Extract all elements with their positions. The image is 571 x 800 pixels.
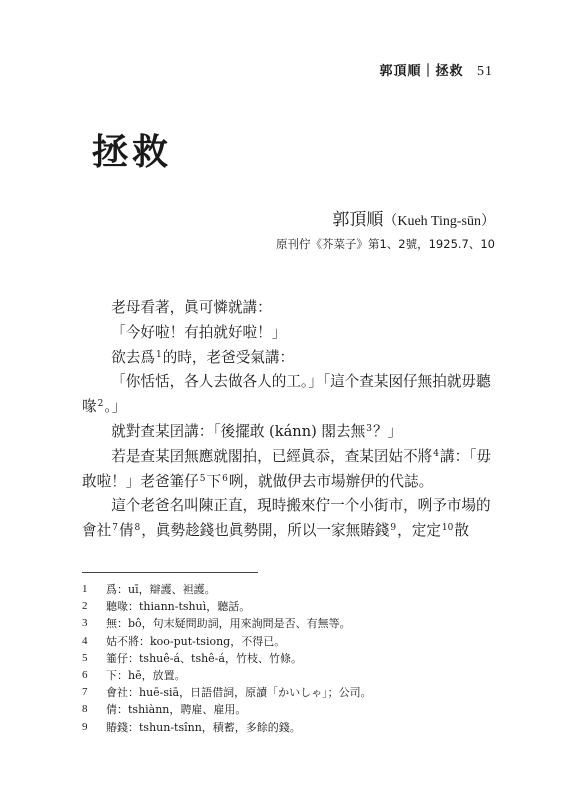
footnote [82,650,512,667]
running-header [379,60,493,80]
paragraph: 「今好啦！有拍就好啦！」 [111,323,287,341]
footnote-text: 爲：uī，辯護、袒護。 [106,583,216,596]
paragraph: 若是查某囝無應就閣拍，已經眞忝，查某囝姑不將$^4$講：「毋敢啦！」老爸箠仔$^5$下$^6$咧，就做伊去市場辦伊的代誌。 [82,447,492,490]
footnote-ref: 7 [112,523,118,534]
footnote-number: 2 [82,600,88,613]
footnote [82,667,512,684]
footnote [82,581,512,598]
source-note: 原刊佇《芥菜子》第1、2號，1925.7、10 [275,237,495,251]
chapter-title: 拯救 [92,131,173,173]
footnote-number: 1 [82,583,88,595]
paragraph: 就對查某囝講：「後擺敢 (kánn) 閣去無$^3$？」 [111,422,403,440]
paragraph: 這个老爸名叫陳正直，現時搬來佇一个小街市，咧予市場的會社$^7$倩$^8$，眞勢趁錢也眞勢開，所以一家無賰錢$^9$，定定$^{10}$散 [82,497,491,540]
footnote-ref: 9 [390,523,397,534]
footnote-number: 9 [82,720,88,733]
footnote [82,633,512,650]
author-romanized: （Kueh Ting-sūn） [383,214,495,229]
footnote-text: 會社：huē-siā，日語借詞，原讀「かいしゃ」；公司。 [106,686,372,700]
footnote [82,719,512,736]
footnote-ref: 4 [433,448,439,459]
footnote-text: 聽喙：thiann-tshuì，聽話。 [106,600,251,614]
running-title: 郭頂順｜拯救 [379,64,464,79]
footnote [82,615,512,632]
footnote-text: 箠仔：tshuê-á、tshê-á，竹枝、竹條。 [106,651,302,665]
footnote-number: 3 [82,617,88,630]
footnote-ref: 8 [134,523,141,534]
page-number: 51 [477,64,493,79]
footnote [82,701,512,718]
paragraph: 老母看著，眞可憐就講： [111,299,272,316]
footnotes [82,581,512,736]
footnote [82,684,512,701]
footnote-ref: 10 [441,523,454,534]
footnote-number: 7 [82,686,88,699]
paragraph: 欲去爲$^1$的時，老爸受氣講： [111,348,295,366]
footnote-ref: 5 [199,473,206,484]
body-text [82,296,502,544]
author-name: 郭頂順 [332,210,384,230]
footnote-text: 倩：tshiànn，聘雇、雇用。 [106,703,247,717]
footnote-text: 下：hē，放置。 [106,669,186,683]
footnote-ref: 3 [366,423,372,434]
footnote-divider [82,572,258,573]
footnote-number: 4 [82,634,88,647]
footnote-text: 姑不將：koo-put-tsiong，不得已。 [106,634,286,648]
footnote-number: 5 [82,651,88,664]
footnote-ref: 1 [155,349,162,360]
footnote-ref: 6 [222,473,228,484]
author-line [332,205,495,230]
footnote-text: 無：bô，句末疑問助詞，用來詢問是否、有無等。 [106,617,351,631]
footnote-ref: 2 [97,399,104,410]
footnote-number: 6 [82,669,88,682]
footnote [82,598,512,615]
paragraph: 「你恬恬，各人去做各人的工。」「這个查某囡仔無拍就毋聽喙$^2$。」 [82,373,491,416]
footnote-number: 8 [82,703,88,716]
footnote-text: 賰錢：tshun-tsînn，積蓄，多餘的錢。 [106,720,301,734]
